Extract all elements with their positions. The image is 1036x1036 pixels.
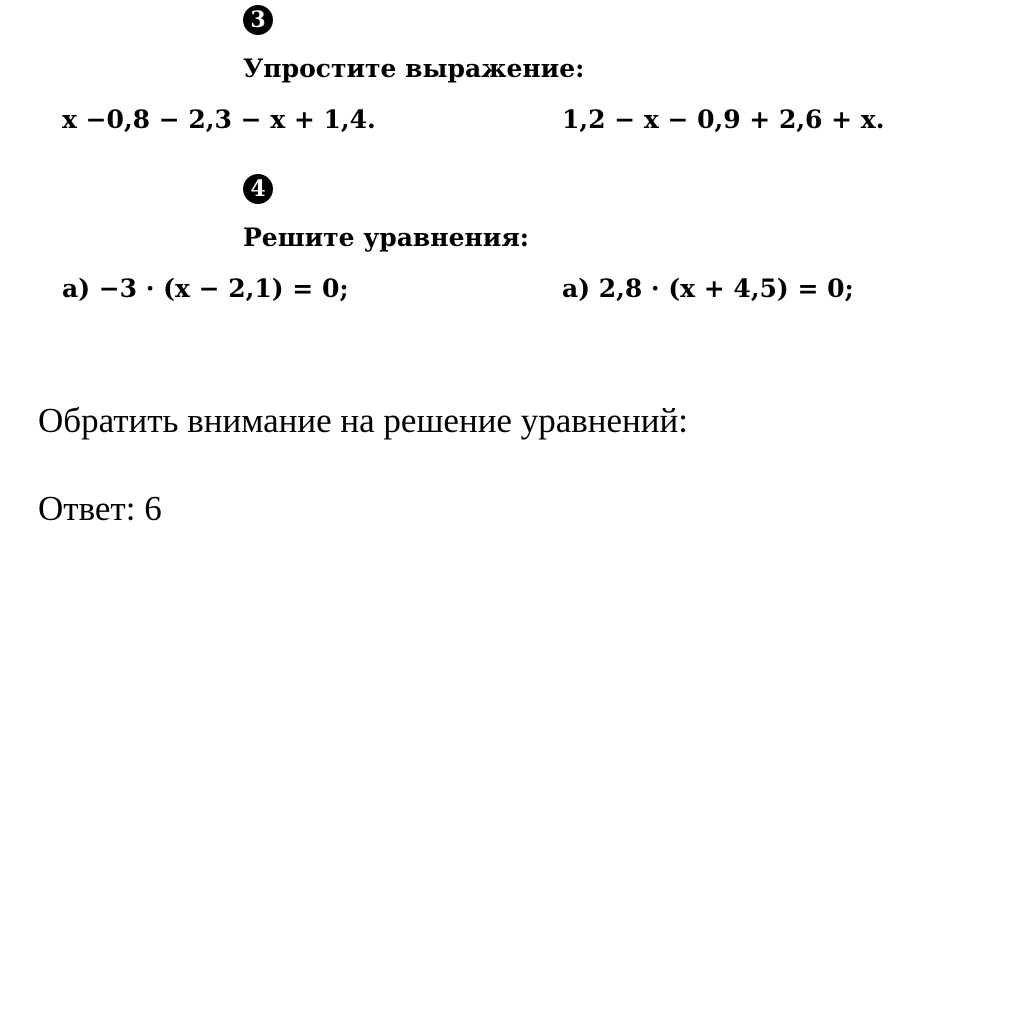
task-4-left-equation: а) −3 · (x − 2,1) = 0; [62, 274, 349, 303]
answer-text: Ответ: 6 [38, 489, 162, 528]
note-text: Обратить внимание на решение уравнений: [38, 401, 688, 440]
task-4-number-badge: 4 [243, 174, 273, 204]
task-3-heading: Упростите выражение: [243, 54, 585, 83]
task-3-left-expression: x −0,8 − 2,3 − x + 1,4. [62, 105, 376, 134]
task-4-heading: Решите уравнения: [243, 223, 530, 252]
task-3-right-expression: 1,2 − x − 0,9 + 2,6 + x. [562, 105, 885, 134]
task-4-right-equation: а) 2,8 · (x + 4,5) = 0; [562, 274, 854, 303]
task-3-number-badge: 3 [243, 5, 273, 35]
